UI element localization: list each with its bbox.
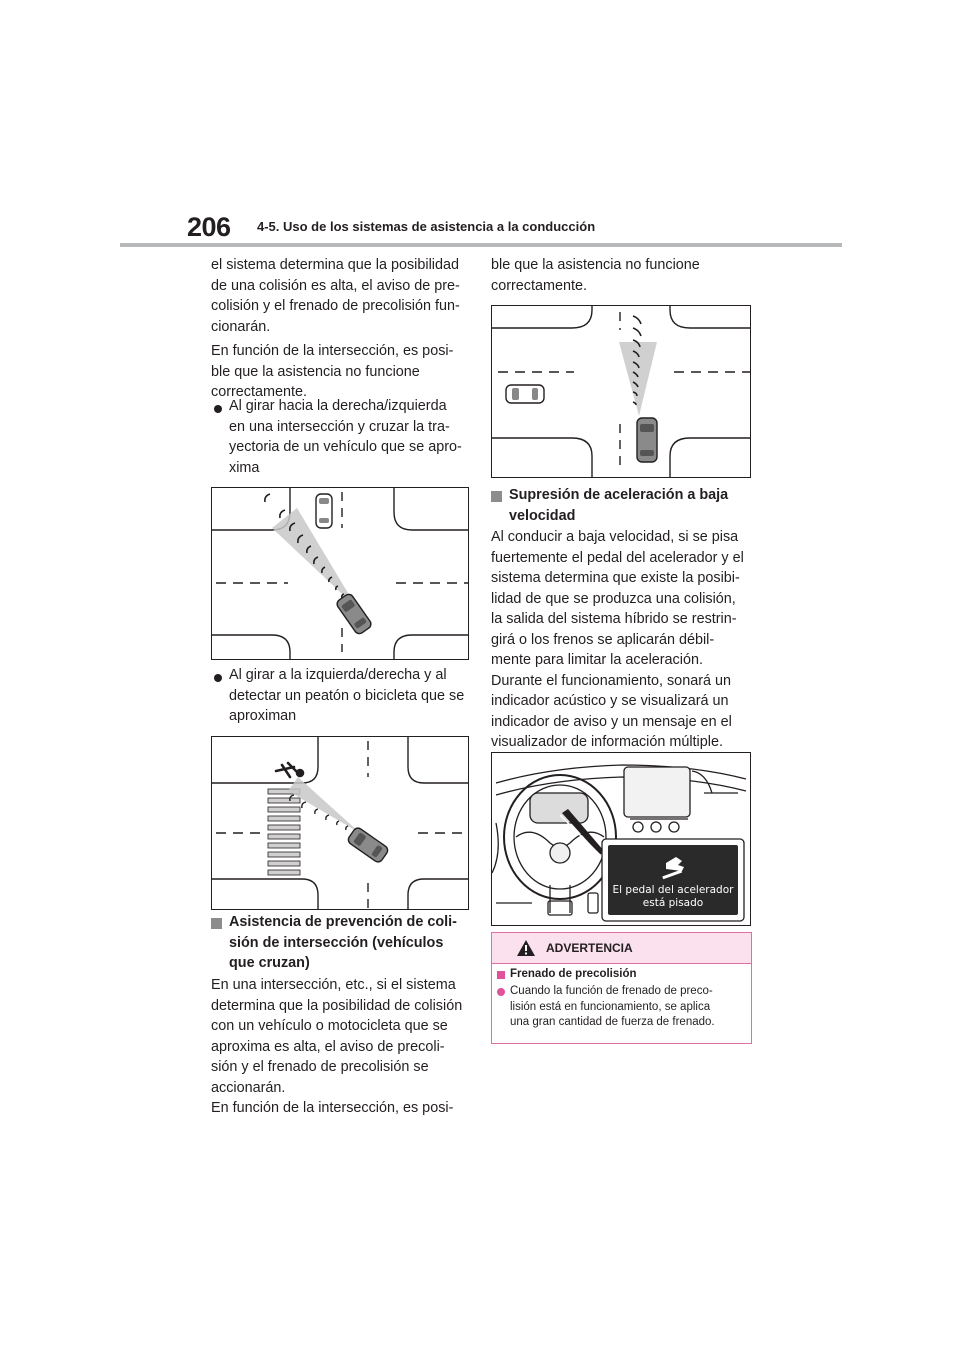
figure-dashboard-display: [491, 752, 751, 926]
page-number: 206: [187, 212, 231, 242]
display-message-line-2: está pisado: [642, 897, 704, 909]
right-paragraph-1: ble que la asistencia no funcione correctamente.: [491, 257, 700, 294]
warning-bullet-icon: [497, 988, 505, 996]
heading-square-marker-icon: [491, 491, 502, 502]
header-divider: [120, 243, 842, 247]
heading-low-speed-acceleration-suppression: Supresión de aceleración a baja velocidad: [509, 487, 729, 524]
warning-text: Cuando la función de frenado de preco- lisión está en funcionamiento, se aplica una gran cantidad de fuerza de frenado.: [510, 985, 715, 1028]
warning-square-marker-icon: [497, 971, 505, 979]
left-paragraph-1: el sistema determina que la posibilidad de una colisión es alta, el aviso de pre- colisión y el frenado de precolisión fun- cionarán.: [211, 257, 460, 335]
warning-box: [491, 932, 752, 1044]
warning-header: [492, 933, 751, 964]
warning-title: ADVERTENCIA: [546, 941, 633, 955]
figure-turning-pedestrian: [211, 736, 469, 910]
left-paragraph-3: En una intersección, etc., si el sistema determina que la posibilidad de colisión con un vehículo o motocicleta que se aproxima es alta, el aviso de precoli- sión y el frenado de precolisión se accionarán. En función de la intersección, es posi-: [211, 977, 463, 1116]
heading-intersection-collision-assist: Asistencia de prevención de coli- sión de intersección (vehículos que cruzan): [229, 914, 457, 971]
warning-subheading: Frenado de precolisión: [510, 968, 637, 980]
display-message-line-1: El pedal del acelerador: [612, 884, 734, 896]
figure-turning-oncoming-vehicle: [211, 487, 469, 660]
left-paragraph-2: En función de la intersección, es posi- ble que la asistencia no funcione correctamente.: [211, 343, 454, 400]
figure-crossing-vehicle: [491, 305, 751, 478]
bullet-dot-icon: [214, 674, 222, 682]
bullet-item-pedestrian-bicycle: Al girar a la izquierda/derecha y al detectar un peatón o bicicleta que se aproximan: [229, 667, 465, 724]
section-title: 4-5. Uso de los sistemas de asistencia a la conducción: [257, 219, 596, 234]
right-paragraph-2: Al conducir a baja velocidad, si se pisa fuertemente el pedal del acelerador y el sistema determina que existe la posibi- lidad de que se produzca una colisión, la salida del sistema híbrido se restrin- girá o los frenos se aplicarán débil- mente para limitar la aceleración. Durante el funcionamiento, sonará un indicador acústico y se visualizará un indicador de aviso y un mensaje en el visualizador de información múltiple.: [491, 529, 744, 750]
bullet-item-turning-vehicle: Al girar hacia la derecha/izquierda en una intersección y cruzar la tra- yectoria de un vehículo que se apro- xima: [229, 398, 462, 476]
heading-square-marker-icon: [211, 918, 222, 929]
bullet-dot-icon: [214, 405, 222, 413]
warning-triangle-icon: [516, 939, 536, 962]
